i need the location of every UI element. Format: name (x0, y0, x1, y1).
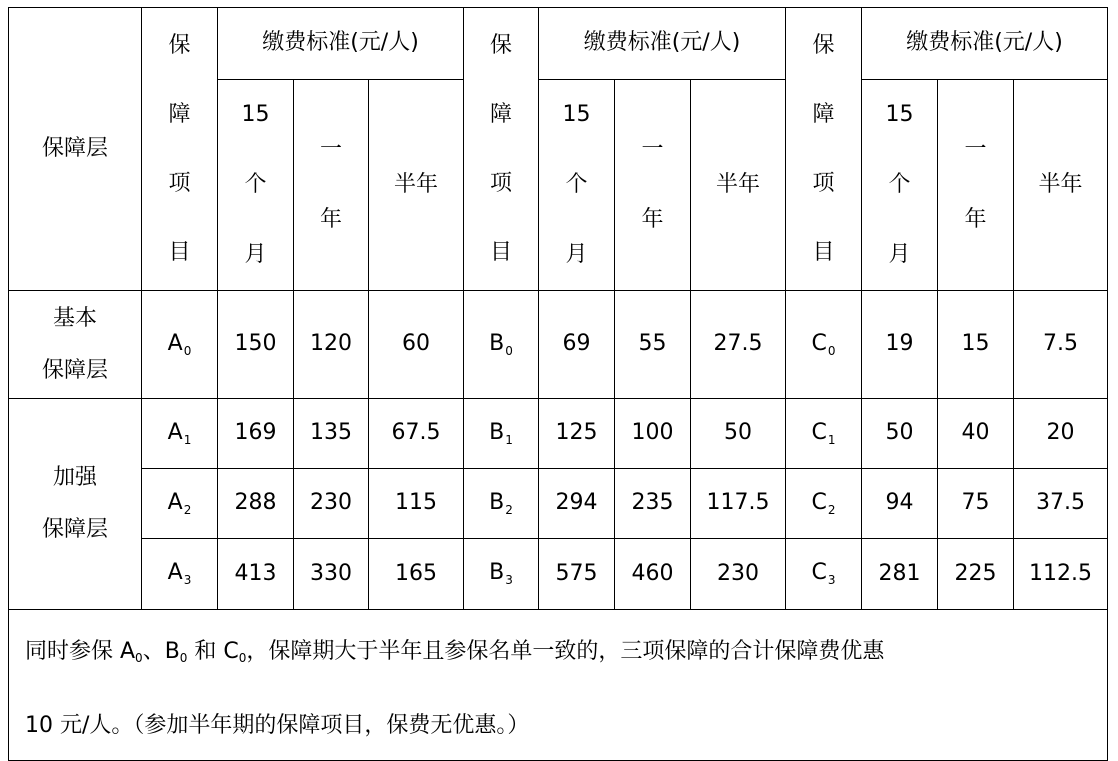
cell-value: 235 (615, 469, 691, 539)
item-a1: $A_1$ (142, 399, 218, 469)
cell-value: 117.5 (691, 469, 786, 539)
header-half-year-a: 半年 (369, 80, 464, 291)
cell-value: 294 (539, 469, 615, 539)
item-c3: $C_3$ (786, 539, 862, 610)
header-fee-b: 缴费标准(元/人) (539, 8, 786, 80)
cell-value: 115 (369, 469, 464, 539)
cell-value: 69 (539, 291, 615, 399)
cell-value: 460 (615, 539, 691, 610)
cell-value: 150 (218, 291, 294, 399)
cell-value: 230 (691, 539, 786, 610)
header-item-a: 保 障 项 目 (142, 8, 218, 291)
item-a2: $A_2$ (142, 469, 218, 539)
header-item-b: 保 障 项 目 (464, 8, 539, 291)
header-layer: 保障层 (9, 8, 142, 291)
cell-value: 15 (938, 291, 1014, 399)
cell-value: 27.5 (691, 291, 786, 399)
cell-value: 230 (294, 469, 369, 539)
item-c1: $C_1$ (786, 399, 862, 469)
table-row (9, 539, 1108, 610)
header-fee-a: 缴费标准(元/人) (218, 8, 464, 80)
item-b3: $B_3$ (464, 539, 539, 610)
cell-value: 40 (938, 399, 1014, 469)
cell-value: 413 (218, 539, 294, 610)
cell-value: 281 (862, 539, 938, 610)
discount-note (9, 610, 1108, 761)
cell-value: 112.5 (1014, 539, 1108, 610)
cell-value: 7.5 (1014, 291, 1108, 399)
cell-value: 75 (938, 469, 1014, 539)
cell-value: 55 (615, 291, 691, 399)
table-row (9, 469, 1108, 539)
header-fee-c: 缴费标准(元/人) (862, 8, 1108, 80)
header-15-month-c: 15 个 月 (862, 80, 938, 291)
cell-value: 50 (862, 399, 938, 469)
cell-value: 19 (862, 291, 938, 399)
cell-value: 94 (862, 469, 938, 539)
header-15-month-b: 15 个 月 (539, 80, 615, 291)
item-b0: $B_0$ (464, 291, 539, 399)
cell-value: 288 (218, 469, 294, 539)
cell-value: 575 (539, 539, 615, 610)
header-half-year-c: 半年 (1014, 80, 1108, 291)
cell-value: 330 (294, 539, 369, 610)
item-c0: $C_0$ (786, 291, 862, 399)
cell-value: 169 (218, 399, 294, 469)
cell-value: 67.5 (369, 399, 464, 469)
note-line-2: 10 元/人。（参加半年期的保障项目，保费无优惠。） (25, 713, 530, 738)
cell-value: 20 (1014, 399, 1108, 469)
item-b1: $B_1$ (464, 399, 539, 469)
item-a0: $A_0$ (142, 291, 218, 399)
cell-value: 225 (938, 539, 1014, 610)
row-label-enhanced: 加强 保障层 (9, 399, 142, 610)
table-row (9, 399, 1108, 469)
cell-value: 165 (369, 539, 464, 610)
cell-value: 135 (294, 399, 369, 469)
cell-value: 60 (369, 291, 464, 399)
header-one-year-b: 一 年 (615, 80, 691, 291)
cell-value: 125 (539, 399, 615, 469)
row-label-basic: 基本 保障层 (9, 291, 142, 399)
table-row (9, 291, 1108, 399)
header-one-year-a: 一 年 (294, 80, 369, 291)
note-line-1: 同时参保 A0、B0 和 C0，保障期大于半年且参保名单一致的，三项保障的合计保障费优惠 (25, 639, 885, 665)
cell-value: 50 (691, 399, 786, 469)
item-c2: $C_2$ (786, 469, 862, 539)
header-item-c: 保 障 项 目 (786, 8, 862, 291)
header-15-month-a: 15 个 月 (218, 80, 294, 291)
item-b2: $B_2$ (464, 469, 539, 539)
cell-value: 37.5 (1014, 469, 1108, 539)
cell-value: 100 (615, 399, 691, 469)
header-one-year-c: 一 年 (938, 80, 1014, 291)
item-a3: $A_3$ (142, 539, 218, 610)
insurance-fee-table (8, 7, 1108, 761)
header-half-year-b: 半年 (691, 80, 786, 291)
cell-value: 120 (294, 291, 369, 399)
